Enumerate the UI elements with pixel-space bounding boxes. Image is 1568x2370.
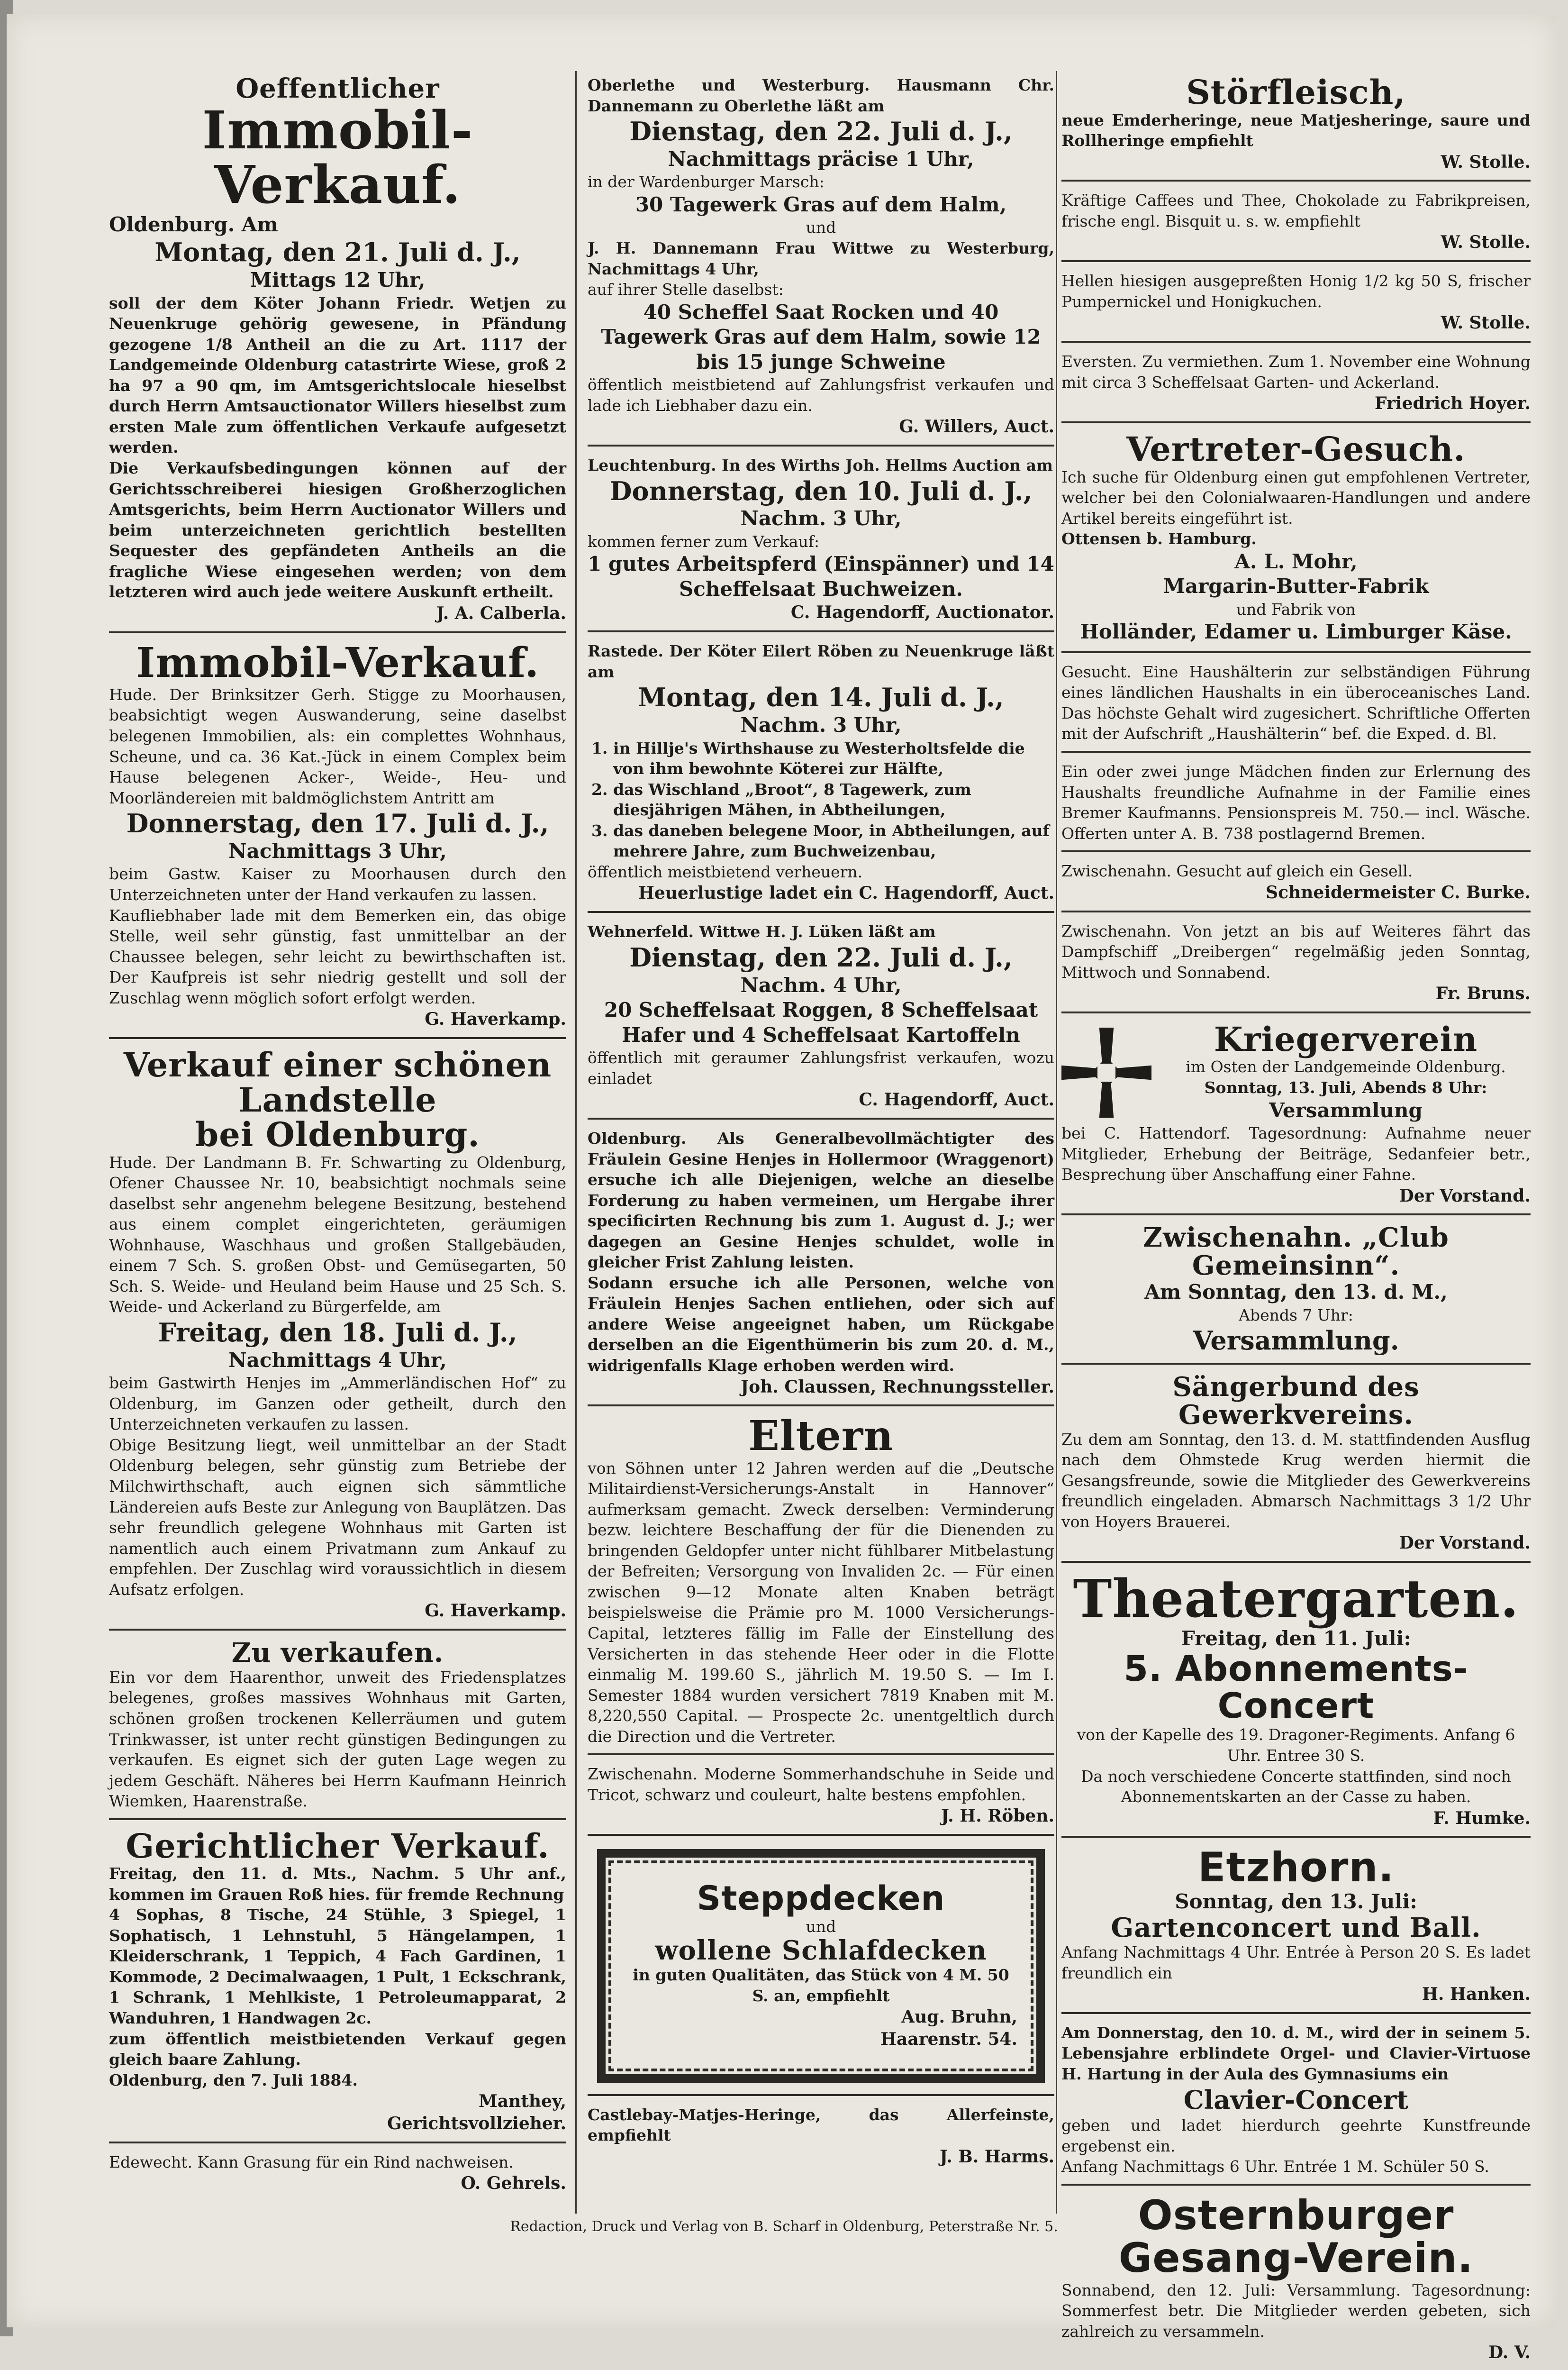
ad-body: Kaufliebhaber lade mit dem Bemerken ein, das obige Stelle, weil sehr günstig, fast unmittelbar an der Chaussee belegen, sehr leicht zu bewirthschaften ist. Der Kaufpreis ist sehr niedrig gestellt und soll der Zuschlag wenn möglich sofort erfolgt werden.	[109, 906, 566, 1007]
ad-wehnerfeld	[588, 918, 1054, 1120]
ad-dateline: Oldenburg, den 7. Juli 1884.	[109, 2070, 358, 2089]
ad-event: Versammlung.	[1193, 1325, 1399, 1356]
ad-body: Zwischenahn. Gesucht auf gleich ein Gesell.	[1061, 862, 1413, 881]
ad-title: Osternburger	[1138, 2191, 1454, 2239]
ad-date: Montag, den 14. Juli d. J.,	[638, 682, 1004, 713]
ad-caffees	[1061, 186, 1531, 262]
list-item: 2. das Wischland „Broot“, 8 Tagewerk, zum diesjährigen Mähen, in Abtheilungen,	[613, 779, 1054, 820]
ad-event: Versammlung	[1269, 1098, 1423, 1122]
ad-zu-verkaufen	[109, 1635, 566, 1820]
ad-firm-line: und Fabrik von	[1236, 600, 1356, 619]
ad-head: Wehnerfeld. Wittwe H. J. Lüken läßt am	[588, 922, 936, 941]
column-rule	[1056, 71, 1057, 2214]
iron-cross-icon	[1061, 1028, 1151, 1118]
ad-date: Freitag, den 18. Juli d. J.,	[158, 1317, 517, 1348]
ad-haushaelterin	[1061, 658, 1531, 753]
ad-body: Eversten. Zu vermiethen. Zum 1. November eine Wohnung mit circa 3 Scheffelsaat Garten- und Ackerland.	[1061, 352, 1531, 392]
ad-signature: Friedrich Hoyer.	[1375, 393, 1531, 414]
column-1	[109, 71, 566, 2206]
ad-honig	[1061, 267, 1531, 343]
ad-osternburger	[1061, 2190, 1531, 2370]
ad-line: im Osten der Landgemeinde Oldenburg.	[1186, 1057, 1506, 1076]
ad-event: Clavier-Concert	[1183, 2084, 1409, 2115]
ad-body: Gesucht. Eine Haushälterin zur selbständigen Führung eines ländlichen Haushalts in ein überoceanisches Land. Das höchste Gehalt wird zugesichert. Schriftliche Offerten mit der Aufschrift „Haushälterin“ bef. die Exped. d. Bl.	[1061, 662, 1531, 743]
ad-body: Hude. Der Brinksitzer Gerh. Stigge zu Moorhausen, beabsichtigt wegen Auswanderung, seine daselbst belegenen Immobilien, als: ein complettes Wohnhaus, Scheune, und ca. 36 Kat.-Jück in einem Complex beim Hause belegenen Acker-, Weide-, Heu- und Moorländereien mit baldmöglichstem Antritt am	[109, 685, 566, 807]
ad-vertreter	[1061, 428, 1531, 653]
ad-line: auf ihrer Stelle daselbst:	[588, 280, 784, 299]
ad-immobil-verkauf-hude	[109, 638, 566, 1039]
ad-body: Hellen hiesigen ausgepreßten Honig 1/2 kg 50 S, frischer Pumpernickel und Honigkuchen.	[1061, 272, 1531, 311]
ad-signature: H. Hanken.	[1422, 1984, 1531, 2005]
ad-und: und	[806, 218, 836, 237]
ad-body: Castlebay-Matjes-Heringe, das Allerfeinste, empfiehlt	[588, 2105, 1054, 2145]
ad-title: Theatergarten.	[1073, 1568, 1519, 1630]
ad-date: Dienstag, den 22. Juli d. J.,	[629, 116, 1013, 147]
ad-body: Freitag, den 11. d. Mts., Nachm. 5 Uhr anf., kommen im Grauen Roß hies. für fremde Rechnung	[109, 1864, 566, 1904]
ad-signature: O. Gehrels.	[461, 2173, 566, 2194]
ad-body: Da noch verschiedene Concerte stattfinden, sind noch Abonnementskarten an der Casse zu haben.	[1081, 1767, 1511, 1806]
ad-title: Immobil-Verkauf.	[136, 638, 540, 687]
ad-etzhorn	[1061, 1842, 1531, 2014]
ad-saengerbund	[1061, 1369, 1531, 1563]
ad-item: 1 gutes Arbeitspferd (Einspänner) und 14 Scheffelsaat Buchweizen.	[588, 552, 1054, 601]
ad-place: Ottensen b. Hamburg.	[1061, 529, 1257, 548]
ad-line: in der Wardenburger Marsch:	[588, 173, 825, 191]
ad-title: Zwischenahn. „Club Gemeinsinn“.	[1143, 1222, 1449, 1282]
ad-title: Zu verkaufen.	[231, 1637, 444, 1669]
ornamental-border	[597, 1849, 1045, 2083]
ad-signature: Joh. Claussen, Rechnungssteller.	[741, 1376, 1054, 1397]
ad-title: Gesang-Verein.	[1118, 2234, 1474, 2282]
kriegerverein-heading	[1161, 1019, 1531, 1123]
ad-signature: Aug. Bruhn,	[901, 2007, 1017, 2027]
ad-body: Kräftige Caffees und Thee, Chokolade zu Fabrikpreisen, frische engl. Bisquit u. s. w. empfiehlt	[1061, 191, 1531, 230]
ad-time: Nachmittags 3 Uhr,	[228, 839, 447, 863]
ad-matjes	[588, 2101, 1054, 2175]
ad-date: Dienstag, den 22. Juli d. J.,	[629, 942, 1013, 973]
ad-body: Zwischenahn. Moderne Sommerhandschuhe in Seide und Tricot, schwarz und couleurt, halte bestens empfohlen.	[588, 1765, 1054, 1804]
ad-title: Störfleisch,	[1186, 73, 1406, 112]
ad-date: Donnerstag, den 17. Juli d. J.,	[126, 808, 549, 839]
ad-time: Nachm. 3 Uhr,	[740, 713, 902, 737]
ad-body: geben und ladet hierdurch geehrte Kunstfreunde ergebenst ein.	[1061, 2116, 1531, 2155]
ad-time: Nachmittags 4 Uhr,	[228, 1348, 447, 1372]
ad-dampfschiff	[1061, 917, 1531, 1013]
ad-body: Anfang Nachmittags 4 Uhr. Entrée à Person 20 S. Es ladet freundlich ein	[1061, 1943, 1531, 1982]
ad-item: 40 Scheffel Saat Rocken und 40 Tagewerk Gras auf dem Halm, sowie 12 bis 15 junge Schweine	[601, 300, 1041, 374]
ad-time: Nachmittags präcise 1 Uhr,	[668, 147, 974, 171]
ad-signature: Der Vorstand.	[1399, 1533, 1531, 1553]
ad-signature: W. Stolle.	[1441, 313, 1531, 333]
ad-title: Vertreter-Gesuch.	[1126, 429, 1466, 469]
ad-signature: Schneidermeister C. Burke.	[1266, 882, 1531, 902]
ad-date: Montag, den 21. Juli d. J.,	[154, 237, 521, 268]
ad-maedchen	[1061, 757, 1531, 852]
ad-immobil-verkauf-oldenburg	[109, 71, 566, 633]
ad-gesell	[1061, 857, 1531, 912]
ad-body: zum öffentlich meistbietenden Verkauf gegen gleich baare Zahlung.	[109, 2029, 566, 2069]
ad-item: 20 Scheffelsaat Roggen, 8 Scheffelsaat Hafer und 4 Scheffelsaat Kartoffeln	[604, 998, 1038, 1047]
ad-edewecht	[109, 2148, 566, 2201]
ad-body: Sodann ersuche ich alle Personen, welche von Fräulein Henjes Sachen entliehen, oder sich auf andere Weise angeeignet haben, um Rückgabe derselben an die Eigenthümerin bis zum 20. d. M., widrigenfalls Klage erhoben werden wird.	[588, 1273, 1054, 1375]
ad-signature: G. Haverkamp.	[425, 1009, 566, 1030]
ad-title: wollene Schlafdecken	[655, 1935, 987, 1967]
ad-body: Zu dem am Sonntag, den 13. d. M. stattfindenden Ausflug nach dem Ohmstede Krug werden hiermit die Gesangsfreunde, sowie die Mitglieder des Gewerkvereins freundlich eingeladen. Abmarsch Nachmittags 3 1/2 Uhr von Hoyers Brauerei.	[1061, 1430, 1531, 1531]
ad-signature: G. Willers, Auct.	[899, 417, 1054, 437]
ad-line: kommen ferner zum Verkauf:	[588, 532, 820, 551]
ad-signature: Manthey,	[478, 2091, 566, 2112]
ad-subtitle: bei Oldenburg.	[195, 1115, 480, 1155]
ad-title: Sängerbund des Gewerkvereins.	[1172, 1371, 1420, 1431]
ad-steppdecken	[588, 1841, 1054, 2096]
ad-item: 30 Tagewerk Gras auf dem Halm,	[635, 192, 1007, 216]
ad-body: von der Kapelle des 19. Dragoner-Regiments. Anfang 6 Uhr. Entree 30 S.	[1077, 1725, 1515, 1765]
ad-kriegerverein	[1061, 1018, 1531, 1216]
ad-body: Zwischenahn. Von jetzt an bis auf Weiteres fährt das Dampfschiff „Dreibergen“ regelmäßig jeden Sonntag, Mittwoch und Sonnabend.	[1061, 921, 1531, 982]
ad-item-list	[588, 738, 1054, 862]
ad-signature-title: Gerichtsvollzieher.	[387, 2114, 566, 2134]
column-2	[588, 71, 1054, 2179]
ad-items: 4 Sophas, 8 Tische, 24 Stühle, 3 Spiegel, 1 Sophatisch, 1 Lehnstuhl, 5 Hängelampen, 1 Kleiderschrank, 1 Teppich, 4 Fach Gardinen, 1 Kommode, 2 Decimalwaagen, 1 Pult, 1 Eckschrank, 1 Schrank, 1 Mehlkiste, 1 Petroleumapparat, 2 Wanduhren, 1 Handwagen 2c.	[109, 1905, 566, 2028]
ad-body: von Söhnen unter 12 Jahren werden auf die „Deutsche Militairdienst-Versicherungs-Anstalt in Hannover“ aufmerksam gemacht. Zweck derselben: Verminderung bezw. leichtere Beschaffung der für die Dienenden zu bringenden Geldopfer unter nicht fühlbarer Mitbelastung der Befreiten; Versorgung von Invaliden 2c. — Für einen zwischen 9—12 Monate alten Knaben beträgt beispielsweise die Prämie pro M. 1000 Versicherungs-Capital, letzteres fällig im Falle der Einstellung des Versicherten in das stehende Heer oder in die Flotte einmalig M. 199.60 S., jährlich M. 19.50 S. — Im I. Semester 1884 wurden versichert 7819 Knaben mit M. 8,220,550 Capital. — Prospecte 2c. unentgeltlich durch die Direction und die Vertreter.	[588, 1458, 1054, 1746]
ad-body: Obige Besitzung liegt, weil unmittelbar an der Stadt Oldenburg belegen, sehr günstig zum Betriebe der Milchwirthschaft, auch eignen sich sämmtliche Ländereien aufs Beste zur Anlegung von Bauplätzen. Das sehr freundlich gelegene Wohnhaus mit Garten ist namentlich auch einem Privatmann zum Ankauf zu empfehlen. Der Zuschlag wird voraussichtlich in diesem Aufsatz erfolgen.	[109, 1435, 566, 1599]
ad-leuchtenburg	[588, 451, 1054, 632]
ad-head: Oberlethe und Westerburg. Hausmann Chr. Dannemann zu Oberlethe läßt am	[588, 76, 1054, 115]
ad-date: Am Sonntag, den 13. d. M.,	[1144, 1280, 1448, 1304]
ad-body: Ich suche für Oldenburg einen gut empfohlenen Vertreter, welcher bei den Colonialwaaren-Handlungen und andere Artikel bereits eingeführt ist.	[1061, 467, 1531, 528]
ad-signature: Heuerlustige ladet ein C. Hagendorff, Auct.	[638, 883, 1054, 903]
ad-signature: G. Haverkamp.	[425, 1601, 566, 1621]
column-3	[1061, 71, 1531, 2370]
ad-body: Am Donnerstag, den 10. d. M., wird der in seinem 5. Lebensjahre erblindete Orgel- und Clavier-Virtuose H. Hartung in der Aula des Gymnasiums ein	[1061, 2023, 1531, 2083]
ad-signature: J. B. Harms.	[940, 2146, 1054, 2167]
ad-time: Abends 7 Uhr:	[1239, 1305, 1353, 1324]
ad-signature: W. Stolle.	[1441, 152, 1531, 172]
ad-body: beim Gastw. Kaiser zu Moorhausen durch den Unterzeichneten unter der Hand verkaufen zu lassen.	[109, 865, 566, 904]
ad-date: Sonntag, 13. Juli, Abends 8 Uhr:	[1204, 1078, 1487, 1097]
ad-signature: C. Hagendorff, Auct.	[859, 1090, 1054, 1110]
ad-eltern	[588, 1411, 1054, 1755]
ad-date: Freitag, den 11. Juli:	[1181, 1626, 1411, 1650]
ad-date: Donnerstag, den 10. Juli d. J.,	[609, 475, 1033, 506]
ad-signature: C. Hagendorff, Auctionator.	[790, 602, 1054, 623]
ad-body: Edewecht. Kann Grasung für ein Rind nachweisen.	[109, 2152, 514, 2171]
ad-body: Anfang Nachmittags 6 Uhr. Entrée 1 M. Schüler 50 S.	[1061, 2157, 1489, 2176]
ad-event: Gartenconcert und Ball.	[1111, 1912, 1481, 1944]
ad-signature: F. Humke.	[1433, 1808, 1531, 1828]
ad-kicker: Oeffentlicher	[236, 73, 440, 104]
ad-stoerfleisch	[1061, 71, 1531, 182]
ad-claussen	[588, 1124, 1054, 1406]
ad-place: Oldenburg. Am	[109, 212, 278, 236]
ad-time: Nachm. 4 Uhr,	[740, 973, 902, 997]
ad-firm: Margarin-Butter-Fabrik	[1163, 574, 1429, 598]
ad-head: Leuchtenburg. In des Wirths Joh. Hellms Auction am	[588, 456, 1053, 475]
ad-body: Hude. Der Landmann B. Fr. Schwarting zu Oldenburg, Ofener Chaussee Nr. 10, beabsichtigt nochmals seine daselbst sehr angenehm belegene Besitzung, bestehend aus einem complet eingerichteten, geräumigen Wohnhause, Waschhaus und großen Stallgebäuden, einem 7 Sch. S. großen Obst- und Gemüsegarten, 50 Sch. S. Weide- und Heuland beim Hause und 25 Sch. S. Weide- und Ackerland zu Bürgerfelde, am	[109, 1153, 566, 1316]
ad-body: Oldenburg. Als Generalbevollmächtigter des Fräulein Gesine Henjes in Hollermoor (Wraggenort) ersuche ich alle Diejenigen, welche an dieselbe Forderung zu haben vermeinen, um Hergabe ihrer specificirten Rechnung bis zum 1. August d. J.; wer dagegen an Gesine Henjes schuldet, wolle in gleicher Frist Zahlung leisten.	[588, 1129, 1054, 1272]
ad-body: soll der dem Köter Johann Friedr. Wetjen zu Neuenkruge gehörig gewesene, in Pfändung gezogene 1/8 Antheil an die zu Art. 1117 der Landgemeinde Oldenburg catastrirte Wiese, groß 2 ha 97 a 90 qm, im Amtsgerichtslocale hieselbst durch Herrn Amtsauctionator Willers hieselbst zum ersten Male zum öffentlichen Verkaufe aufgesetzt werden.	[109, 293, 566, 457]
ad-time: Mittags 12 Uhr,	[250, 268, 426, 292]
ad-body: Ein vor dem Haarenthor, unweit des Friedensplatzes belegenes, großes massives Wohnhaus mit Garten, schönen großen trockenen Kellerräumen und gutem Trinkwasser, ist unter recht günstigen Bedingungen zu verkaufen. Es eignet sich der guten Lage wegen zu jedem Geschäft. Näheres bei Herrn Kaufmann Heinrich Wiemken, Haarenstraße.	[109, 1668, 566, 1811]
ad-body: bei C. Hattendorf. Tagesordnung: Aufnahme neuer Mitglieder, Erhebung der Beiträge, Sedanfeier betr., Besprechung über Anschaffung einer Fahne.	[1061, 1124, 1531, 1184]
ad-rastede	[588, 637, 1054, 913]
ad-body: beim Gastwirth Henjes im „Ammerländischen Hof“ zu Oldenburg, im Ganzen oder getheilt, durch den Unterzeichneten verkaufen zu lassen.	[109, 1374, 566, 1434]
ad-gerichtlicher-verkauf	[109, 1825, 566, 2143]
ad-title: Kriegerverein	[1214, 1019, 1478, 1059]
ad-oberlethe	[588, 71, 1054, 447]
ad-head: Rastede. Der Köter Eilert Röben zu Neuenkruge läßt am	[588, 642, 1054, 681]
list-item: 1. in Hillje's Wirthshause zu Westerholtsfelde die von ihm bewohnte Köterei zur Hälfte,	[613, 738, 1054, 779]
kriegerverein-header	[1061, 1019, 1531, 1123]
ad-body: Ein oder zwei junge Mädchen finden zur Erlernung des Haushalts freundliche Aufnahme in der Familie eines Bremer Kaufmanns. Pensionspreis M. 750.— incl. Wäsche. Offerten unter A. B. 738 postlagernd Bremen.	[1061, 762, 1531, 843]
ad-signature: A. L. Mohr,	[1234, 549, 1358, 573]
ad-firm: Holländer, Edamer u. Limburger Käse.	[1080, 620, 1512, 644]
ad-title: Verkauf einer schönen Landstelle	[123, 1045, 552, 1120]
ad-club-gemeinsinn	[1061, 1220, 1531, 1364]
ad-landstelle	[109, 1044, 566, 1631]
ad-body: öffentlich meistbietend verheuern.	[588, 862, 863, 881]
ad-title: Eltern	[748, 1412, 894, 1460]
column-rule	[575, 71, 577, 2214]
ad-body: in guten Qualitäten, das Stück von 4 M. 50 S. an, empfiehlt	[633, 1966, 1009, 2005]
ad-title: Steppdecken	[697, 1879, 945, 1918]
ad-signature: Der Vorstand.	[1399, 1185, 1531, 1206]
ad-handschuhe	[588, 1760, 1054, 1836]
ad-date: Sonntag, den 13. Juli:	[1175, 1889, 1417, 1913]
ad-theatergarten	[1061, 1568, 1531, 1838]
ad-event: 5. Abonnements-Concert	[1124, 1649, 1468, 1726]
ad-body: öffentlich meistbietend auf Zahlungsfrist verkaufen und lade ich Liebhaber dazu ein.	[588, 375, 1054, 415]
ad-signature: J. H. Röben.	[941, 1806, 1054, 1826]
ad-address: Haarenstr. 54.	[880, 2029, 1017, 2049]
ad-clavier-concert	[1061, 2019, 1531, 2186]
ad-body: Die Verkaufsbedingungen können auf der Gerichtsschreiberei hiesigen Großherzoglichen Amtsgerichts, beim Herrn Auctionator Willers und beim unterzeichneten gerichtlich bestellten Sequester des gepfändeten Antheils an die fragliche Wiese eingesehen werden; von dem letzteren wird auch jede weitere Auskunft ertheilt.	[109, 458, 566, 602]
imprint-footer: Redaction, Druck und Verlag von B. Scharf in Oldenburg, Peterstraße Nr. 5.	[510, 2218, 1058, 2235]
ad-und: und	[806, 1917, 836, 1936]
ad-title: Immobil-Verkauf.	[202, 99, 473, 216]
ad-signature: J. A. Calberla.	[436, 603, 566, 623]
list-item: 3. das daneben belegene Moor, in Abtheilungen, auf mehrere Jahre, zum Buchweizenbau,	[613, 820, 1054, 862]
ad-eversten	[1061, 347, 1531, 423]
ad-time: Nachm. 3 Uhr,	[740, 507, 902, 530]
ad-title: Gerichtlicher Verkauf.	[126, 1826, 550, 1866]
ad-body: Sonnabend, den 12. Juli: Versammlung. Tagesordnung: Sommerfest betr. Die Mitglieder werden gebeten, sich zahlreich zu versammeln.	[1061, 2280, 1531, 2341]
ad-signature: W. Stolle.	[1441, 232, 1531, 253]
ad-body: öffentlich mit geraumer Zahlungsfrist verkaufen, wozu einladet	[588, 1048, 1054, 1088]
ad-body: J. H. Dannemann Frau Wittwe zu Westerburg, Nachmittags 4 Uhr,	[588, 238, 1054, 278]
ad-title: Etzhorn.	[1197, 1844, 1395, 1892]
ad-body: neue Emderheringe, neue Matjesheringe, saure und Rollheringe empfiehlt	[1061, 110, 1531, 150]
ad-signature: Fr. Bruns.	[1435, 984, 1531, 1004]
ad-signature: D. V.	[1488, 2343, 1531, 2363]
